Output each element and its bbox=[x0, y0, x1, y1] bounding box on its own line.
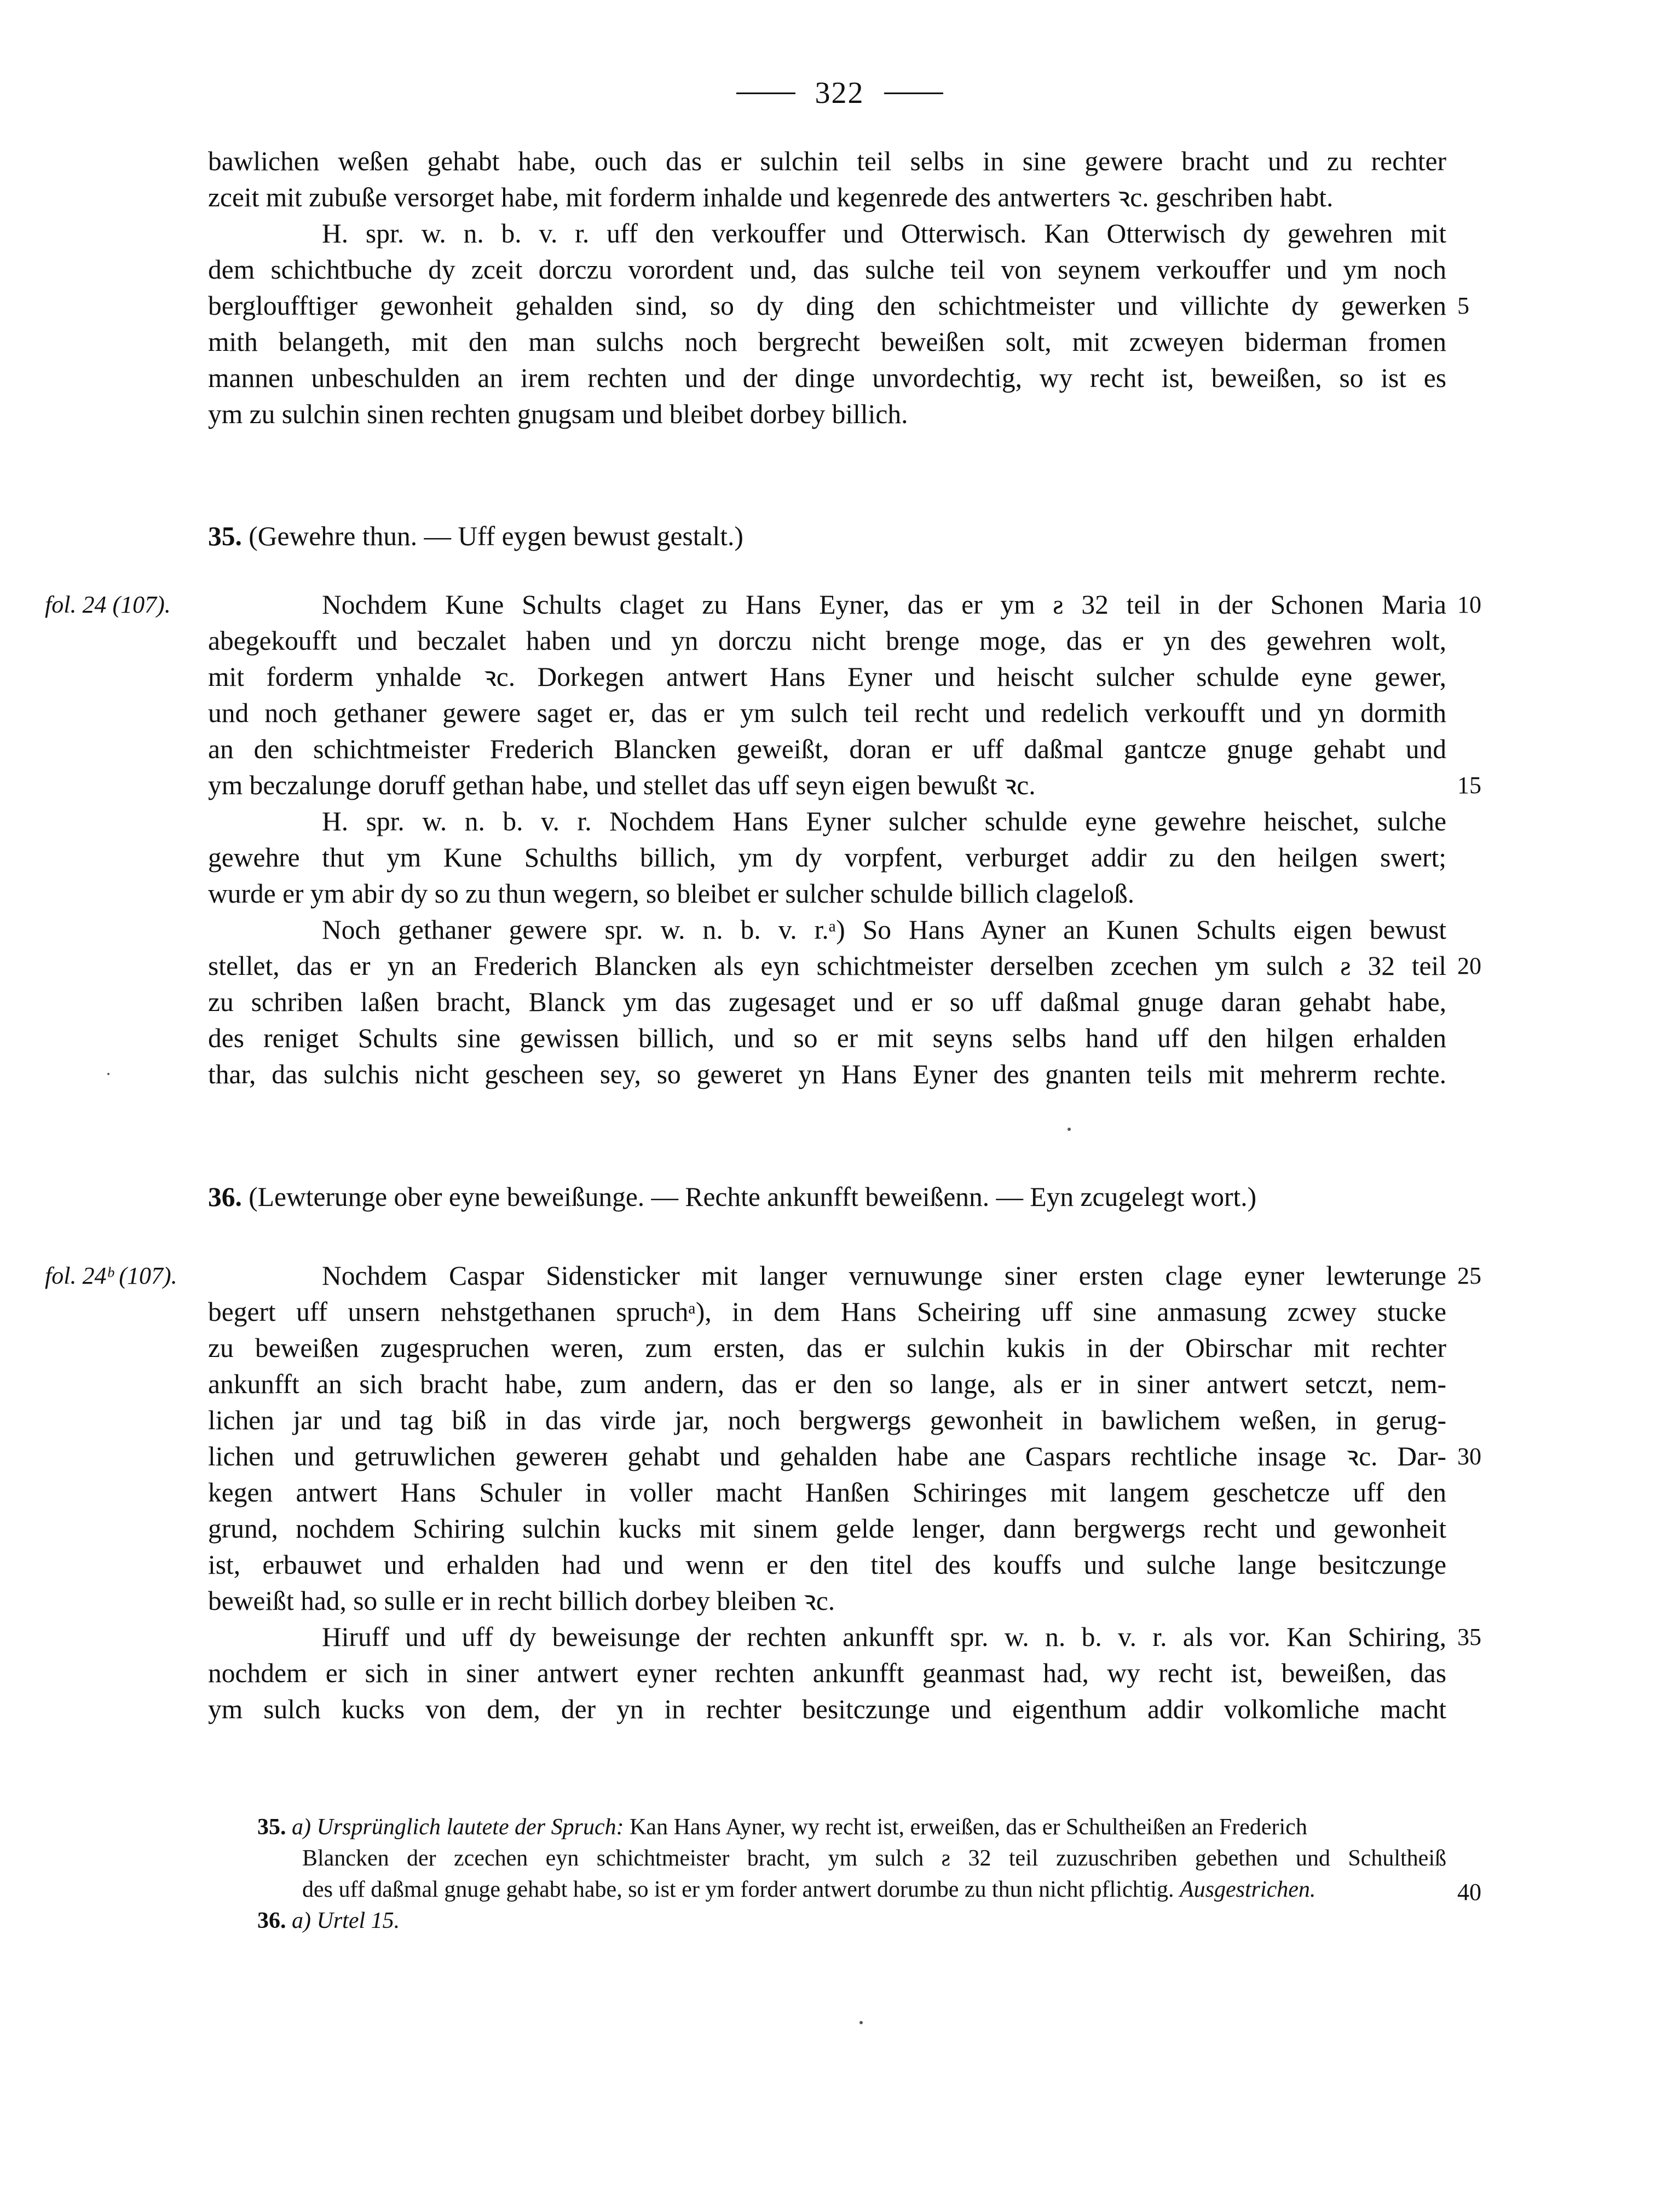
section-number: 35. bbox=[208, 521, 242, 551]
text-line: kegen antwert Hans Schuler in voller macht Hanßen Schiringes mit langem geschetcze uff den bbox=[208, 1477, 1446, 1508]
text-line: thar, das sulchis nicht gescheen sey, so geweret yn Hans Eyner des gnanten teils mit mehrerm rechte. bbox=[208, 1059, 1446, 1089]
text-line: und noch gethaner gewere saget er, das er ym sulch teil recht und redelich verkoufft und yn dormith bbox=[208, 698, 1446, 728]
folio-note-35: fol. 24 (107). bbox=[45, 591, 171, 618]
line-number: 20 bbox=[1457, 952, 1481, 979]
text-line: ym beczalunge doruff gethan habe, und stellet das uff seyn eigen bewußt ꝛc. bbox=[208, 770, 1036, 800]
text-line: H. spr. w. n. b. v. r. uff den verkouffer und Otterwisch. Kan Otterwisch dy gewehren mit bbox=[322, 218, 1446, 249]
section-36-heading bbox=[208, 1179, 1256, 1215]
footnote-36-line bbox=[257, 1905, 400, 1937]
text-line: begert uff unsern nehstgethanen spruchᵃ), in dem Hans Scheiring uff sine anmasung zcwey stucke bbox=[208, 1297, 1446, 1327]
line-number: 25 bbox=[1457, 1262, 1481, 1289]
footnote-label: a) Ursprünglich lautete der Spruch: bbox=[292, 1815, 624, 1840]
footnote-number: 35. bbox=[257, 1815, 286, 1840]
text-line: lichen und getruwlichen gewerен gehabt und gehalden habe ane Caspars rechtliche insage ꝛc. Dar- bbox=[208, 1441, 1446, 1471]
folio-note-36: fol. 24ᵇ (107). bbox=[45, 1262, 177, 1289]
text-line: ym zu sulchin sinen rechten gnugsam und bleibet dorbey billich. bbox=[208, 399, 908, 429]
text-line: bawlichen weßen gehabt habe, ouch das er sulchin teil selbs in sine gewere bracht und zu rechter bbox=[208, 146, 1446, 176]
text-line: zceit mit zubuße versorget habe, mit forderm inhalde und kegenrede des antwerters ꝛc. geschriben habt. bbox=[208, 182, 1334, 212]
section-number: 36. bbox=[208, 1182, 242, 1212]
footnote-note: Ausgestrichen. bbox=[1179, 1877, 1316, 1902]
text-line: Noch gethaner gewere spr. w. n. b. v. r.ᵃ) So Hans Ayner an Kunen Schults eigen bewust bbox=[322, 915, 1446, 945]
text-line: beweißt had, so sulle er in recht billich dorbey bleiben ꝛc. bbox=[208, 1586, 835, 1616]
text-line: Nochdem Kune Schults claget zu Hans Eyner, das er ym ƨ 32 teil in der Schonen Maria bbox=[322, 590, 1446, 620]
text-line: ist, erbauwet und erhalden had und wenn er den titel des kouffs und sulche lange besitczunge bbox=[208, 1550, 1446, 1580]
scan-speck bbox=[1068, 1128, 1071, 1131]
header-rule-left bbox=[736, 93, 795, 94]
line-number: 40 bbox=[1457, 1879, 1481, 1905]
text-line: ym sulch kucks von dem, der yn in rechter besitczunge und eigenthum addir volkomliche macht bbox=[208, 1694, 1446, 1724]
footnote-text: Blancken der zcechen eyn schichtmeister bracht, ym sulch ƨ 32 teil zuzuschriben gebethen und Schultheiß bbox=[302, 1846, 1446, 1871]
scan-speck bbox=[107, 1073, 109, 1075]
text-line: Hiruff und uff dy beweisunge der rechten ankunfft spr. w. n. b. v. r. als vor. Kan Schiring, bbox=[322, 1622, 1446, 1652]
footnote-text: a) Urtel 15. bbox=[292, 1908, 400, 1933]
page-header bbox=[0, 74, 1679, 112]
text-line: an den schichtmeister Frederich Blancken geweißt, doran er uff daßmal gantcze gnuge gehabt und bbox=[208, 734, 1446, 764]
line-number: 35 bbox=[1457, 1624, 1481, 1650]
footnote-35-line-3 bbox=[302, 1874, 1315, 1905]
text-line: gewehre thut ym Kune Schulths billich, ym dy vorpfent, verburget addir zu den heilgen swert; bbox=[208, 842, 1446, 873]
text-line: nochdem er sich in siner antwert eyner rechten ankunfft geanmast had, wy recht ist, beweißen, das bbox=[208, 1658, 1446, 1688]
text-line: abegekoufft und beczalet haben und yn dorczu nicht brenge moge, das er yn des gewehren wolt, bbox=[208, 626, 1446, 656]
line-number: 15 bbox=[1457, 772, 1481, 799]
footnote-number: 36. bbox=[257, 1908, 286, 1933]
line-number: 5 bbox=[1457, 292, 1469, 319]
line-number: 10 bbox=[1457, 591, 1481, 618]
text-line: mit forderm ynhalde ꝛc. Dorkegen antwert Hans Eyner und heischt sulcher schulde eyne gewer, bbox=[208, 662, 1446, 692]
line-number: 30 bbox=[1457, 1443, 1481, 1470]
footnote-35-line bbox=[257, 1812, 1307, 1843]
text-line: stellet, das er yn an Frederich Blancken als eyn schichtmeister derselben zcechen ym sulch ƨ 32 teil bbox=[208, 951, 1446, 981]
text-line: mith belangeth, mit den man sulchs noch bergrecht beweißen solt, mit zcweyen biderman fromen bbox=[208, 327, 1446, 357]
text-line: des reniget Schults sine gewissen billich, und so er mit seyns selbs hand uff den hilgen erhalden bbox=[208, 1023, 1446, 1053]
text-line: lichen jar und tag biß in das virde jar, noch bergwergs gewonheit in bawlichem weßen, in gerug- bbox=[208, 1405, 1446, 1435]
section-title: (Gewehre thun. — Uff eygen bewust gestalt.) bbox=[249, 521, 743, 551]
footnote-text: des uff daßmal gnuge gehabt habe, so ist er ym forder antwert dorumbe zu thun nicht pflichtig. bbox=[302, 1877, 1174, 1902]
page-number: 322 bbox=[815, 76, 864, 110]
text-line: zu schriben laßen bracht, Blanck ym das zugesaget und er so uff daßmal gnuge daran gehabt habe, bbox=[208, 987, 1446, 1017]
text-line: zu beweißen zugespruchen weren, zum ersten, das er sulchin kukis in der Obirschar mit rechter bbox=[208, 1333, 1446, 1363]
text-line: ankunfft an sich bracht habe, zum andern, das er den so lange, als er in siner antwert setczt, nem- bbox=[208, 1369, 1446, 1399]
text-line: H. spr. w. n. b. v. r. Nochdem Hans Eyner sulcher schulde eyne gewehre heischet, sulche bbox=[322, 806, 1446, 836]
text-line: Nochdem Caspar Sidensticker mit langer vernuwunge siner ersten clage eyner lewterunge bbox=[322, 1261, 1446, 1291]
section-35-heading bbox=[208, 518, 743, 555]
scan-speck bbox=[859, 2021, 863, 2024]
text-line: dem schichtbuche dy zceit dorczu vorordent und, das sulche teil von seynem verkouffer und ym noch bbox=[208, 255, 1446, 285]
text-line: wurde er ym abir dy so zu thun wegern, so bleibet er sulcher schulde billich clageloß. bbox=[208, 879, 1135, 909]
header-rule-right bbox=[884, 93, 943, 94]
text-line: bergloufftiger gewonheit gehalden sind, so dy ding den schichtmeister und villichte dy gewerken bbox=[208, 291, 1446, 321]
text-line: grund, nochdem Schiring sulchin kucks mit sinem gelde lenger, dann bergwergs recht und gewonheit bbox=[208, 1514, 1446, 1544]
footnote-text: Kan Hans Ayner, wy recht ist, erweißen, das er Schultheißen an Frederich bbox=[630, 1815, 1307, 1840]
section-title: (Lewterunge ober eyne beweißunge. — Rechte ankunfft beweißenn. — Eyn zcugelegt wort.) bbox=[249, 1182, 1257, 1212]
text-line: mannen unbeschulden an irem rechten und der dinge unvordechtig, wy recht ist, beweißen, so ist es bbox=[208, 363, 1446, 393]
